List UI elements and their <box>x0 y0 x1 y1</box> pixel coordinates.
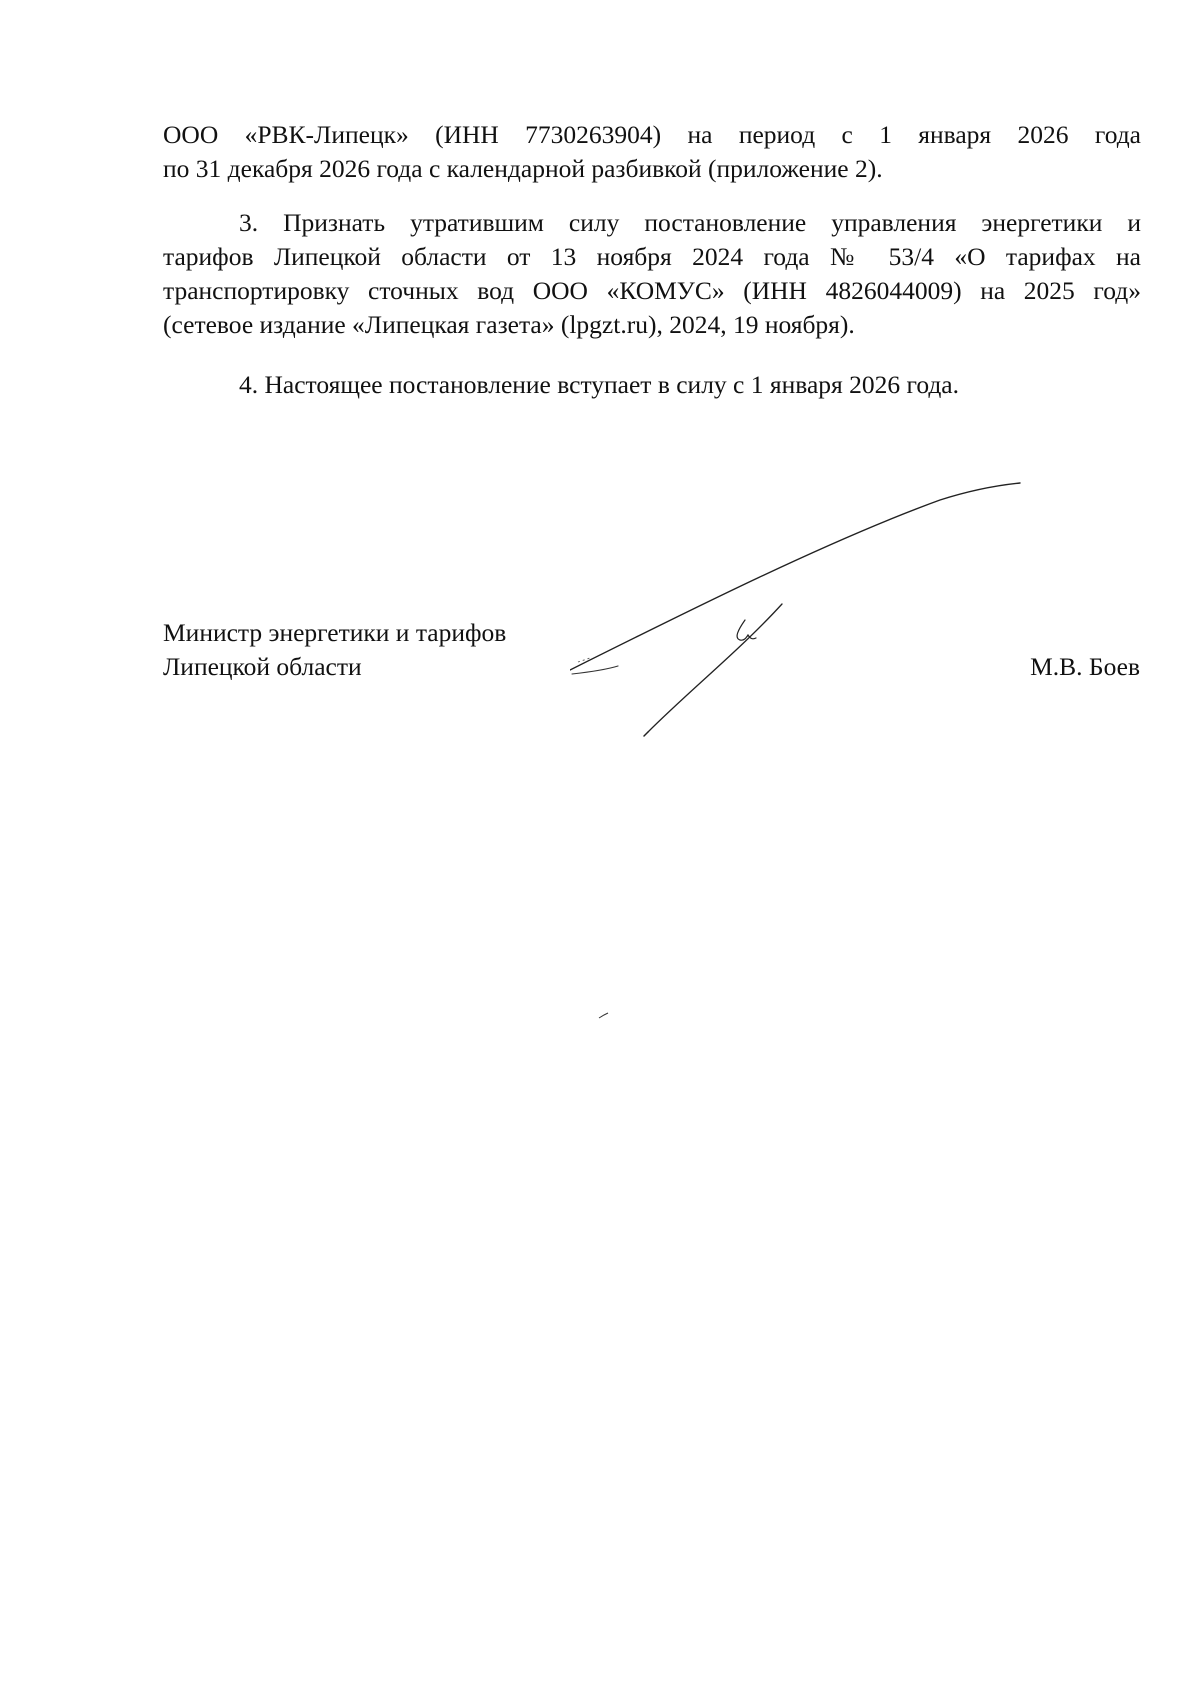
signatory-name: М.В. Боев <box>1030 652 1140 681</box>
handwritten-signature <box>570 480 1040 750</box>
text-line: (сетевое издание «Липецкая газета» (lpgzt.ru), 2024, 19 ноября). <box>163 310 855 339</box>
text-line: 3. Признать утратившим силу постановление управления энергетики и <box>239 208 1141 237</box>
text-line: ООО «РВК-Липецк» (ИНН 7730263904) на период с 1 января 2026 года <box>163 120 1141 149</box>
paragraph-2-continuation <box>163 118 1141 186</box>
text-line: тарифов Липецкой области от 13 ноября 2024 года № 53/4 «О тарифах на <box>163 242 1141 271</box>
paragraph-4 <box>163 368 1141 402</box>
paragraph-3 <box>163 206 1141 342</box>
signatory-position-line: Липецкой области <box>163 652 362 681</box>
text-line: транспортировку сточных вод ООО «КОМУС» (ИНН 4826044009) на 2025 год» <box>163 276 1141 305</box>
text-line: 4. Настоящее постановление вступает в силу с 1 января 2026 года. <box>239 370 960 399</box>
signatory-position <box>163 616 506 684</box>
text-line: по 31 декабря 2026 года с календарной разбивкой (приложение 2). <box>163 154 883 183</box>
scan-speck <box>598 1012 610 1020</box>
signatory-position-line: Министр энергетики и тарифов <box>163 618 507 647</box>
